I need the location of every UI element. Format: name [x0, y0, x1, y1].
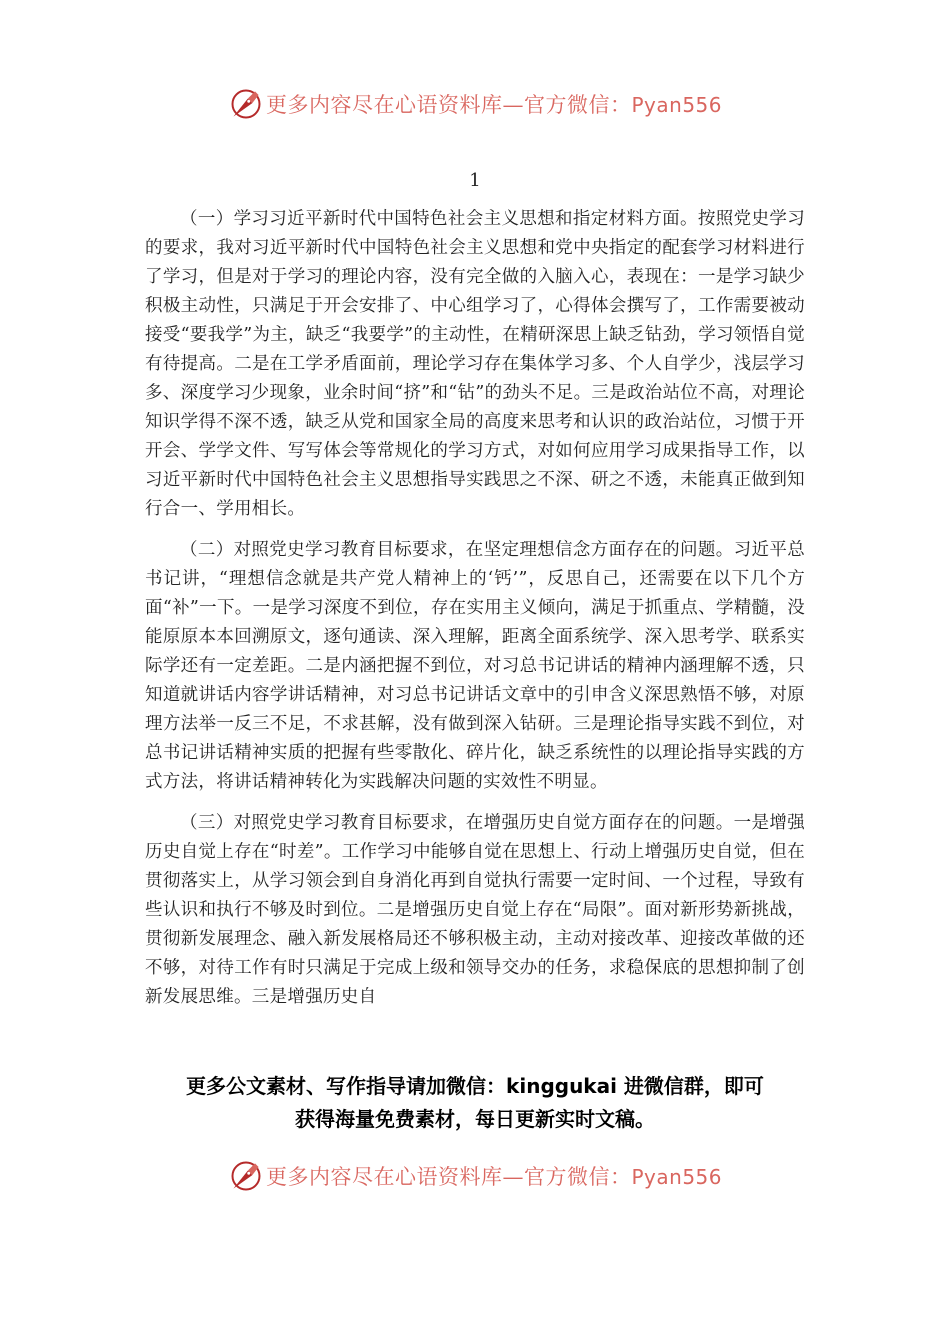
- promo-line-1: 更多公文素材、写作指导请加微信：kinggukai 进微信群，即可: [186, 1074, 764, 1098]
- pen-nib-logo-icon: [228, 1158, 264, 1194]
- pen-nib-logo-icon: [228, 86, 264, 122]
- wechat-handle: Pyan556: [631, 1165, 722, 1189]
- paragraph-1: （一）学习习近平新时代中国特色社会主义思想和指定材料方面。按照党史学习的要求，我对习近平新时代中国特色社会主义思想和党中央指定的配套学习材料进行了学习，但是对于学习的理论内容，没有完全做的入脑入心，表现在：一是学习缺少积极主动性，只满足于开会安排了、中心组学习了，心得体会撰写了，工作需要被动接受“要我学”为主，缺乏“我要学”的主动性，在精研深思上缺乏钻劲，学习领悟自觉有待提高。二是在工学矛盾面前，理论学习存在集体学习多、个人自学少，浅层学习多、深度学习少现象，业余时间“挤”和“钻”的劲头不足。三是政治站位不高，对理论知识学得不深不透，缺乏从党和国家全局的高度来思考和认识的政治站位，习惯于开开会、学学文件、写写体会等常规化的学习方式，对如何应用学习成果指导工作，以习近平新时代中国特色社会主义思想指导实践思之不深、研之不透，未能真正做到知行合一、学用相长。: [145, 209, 805, 519]
- header-banner: [0, 84, 950, 124]
- page-number: 1: [469, 170, 481, 191]
- banner-text: [266, 1161, 722, 1191]
- wechat-handle: Pyan556: [631, 93, 722, 117]
- banner-text: [266, 89, 722, 119]
- promo-notice: [145, 1070, 805, 1136]
- paragraph-2: （二）对照党史学习教育目标要求，在坚定理想信念方面存在的问题。习近平总书记讲，“理想信念就是共产党人精神上的‘钙’”，反思自己，还需要在以下几个方面“补”一下。一是学习深度不到位，存在实用主义倾向，满足于抓重点、学精髓，没能原原本本回溯原文，逐句通读、深入理解，距离全面系统学、深入思考学、联系实际学还有一定差距。二是内涵把握不到位，对习总书记讲话的精神内涵理解不透，只知道就讲话内容学讲话精神，对习总书记讲话文章中的引申含义深思熟悟不够，对原理方法举一反三不足，不求甚解，没有做到深入钻研。三是理论指导实践不到位，对总书记讲话精神实质的把握有些零散化、碎片化，缺乏系统性的以理论指导实践的方式方法，将讲话精神转化为实践解决问题的实效性不明显。: [145, 540, 805, 792]
- document-body: [145, 205, 805, 1012]
- promo-line-2: 获得海量免费素材，每日更新实时文稿。: [295, 1107, 655, 1131]
- footer-banner: [0, 1156, 950, 1196]
- paragraph-3-clip: [145, 809, 805, 1012]
- banner-label: 更多内容尽在心语资料库—官方微信：: [265, 1165, 632, 1189]
- paragraph-3: （三）对照党史学习教育目标要求，在增强历史自觉方面存在的问题。一是增强历史自觉上存在“时差”。工作学习中能够自觉在思想上、行动上增强历史自觉，但在贯彻落实上，从学习领会到自身消化再到自觉执行需要一定时间、一个过程，导致有些认识和执行不够及时到位。二是增强历史自觉上存在“局限”。面对新形势新挑战，贯彻新发展理念、融入新发展格局还不够积极主动，主动对接改革、迎接改革做的还不够，对待工作有时只满足于完成上级和领导交办的任务，求稳保底的思想抑制了创新发展思维。三是增强历史自: [145, 813, 805, 1007]
- banner-label: 更多内容尽在心语资料库—官方微信：: [265, 93, 632, 117]
